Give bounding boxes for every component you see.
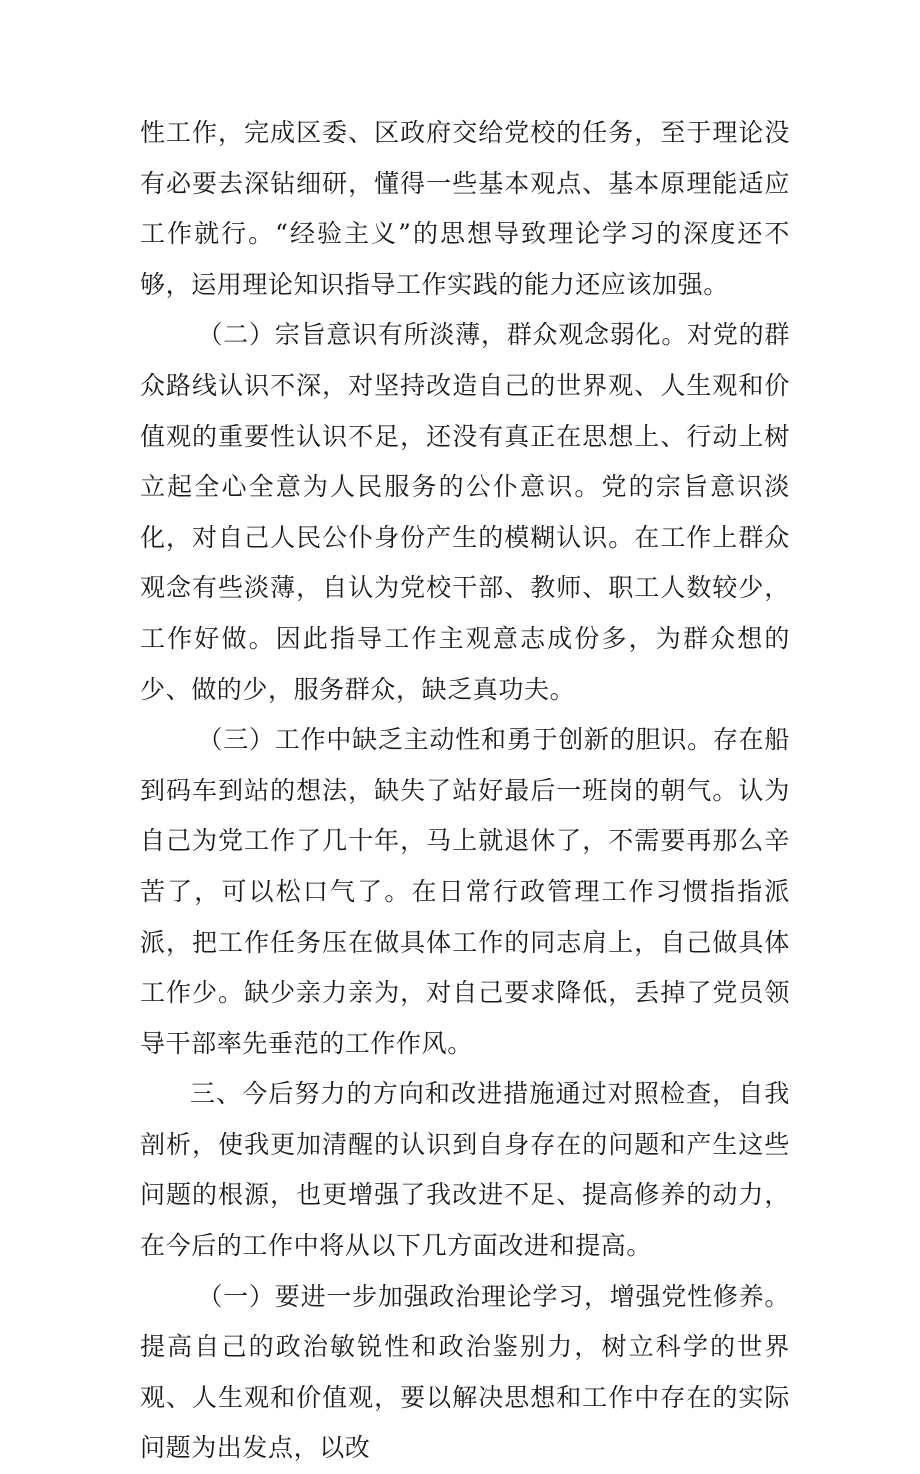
paragraph-section-2: （二）宗旨意识有所淡薄，群众观念弱化。对党的群众路线认识不深，对坚持改造自己的世界观、人生观和价值观的重要性认识不足，还没有真正在思想上、行动上树立起全心全意为人民服务的公仆意识。党的宗旨意识淡化，对自己人民公仆身份产生的模糊认识。在工作上群众观念有些淡薄，自认为党校干部、教师、职工人数较少，工作好做。因此指导工作主观意志成份多，为群众想的少、做的少，服务群众，缺乏真功夫。 [140, 320, 790, 704]
paragraph-measure-1: （一）要进一步加强政治理论学习，增强党性修养。提高自己的政治敏锐性和政治鉴别力，树立科学的世界观、人生观和价值观，要以解决思想和工作中存在的实际问题为出发点，以改 [140, 1281, 790, 1463]
paragraph-heading-three: 三、今后努力的方向和改进措施通过对照检查，自我剖析，使我更加清醒的认识到自身存在的问题和产生这些问题的根源，也更增强了我改进不足、提高修养的动力，在今后的工作中将从以下几方面改进和提高。 [140, 1079, 790, 1261]
paragraph-section-3: （三）工作中缺乏主动性和勇于创新的胆识。存在船到码车到站的想法，缺失了站好最后一班岗的朝气。认为自己为党工作了几十年，马上就退休了，不需要再那么辛苦了，可以松口气了。在日常行政管理工作习惯指指派派，把工作任务压在做具体工作的同志肩上，自己做具体工作少。缺少亲力亲为，对自己要求降低，丢掉了党员领导干部率先垂范的工作作风。 [140, 725, 790, 1058]
paragraph-continuation: 性工作，完成区委、区政府交给党校的任务，至于理论没有必要去深钻细研，懂得一些基本观点、基本原理能适应工作就行。“经验主义”的思想导致理论学习的深度还不够，运用理论知识指导工作实践的能力还应该加强。 [140, 118, 790, 299]
document-body [140, 108, 790, 1474]
